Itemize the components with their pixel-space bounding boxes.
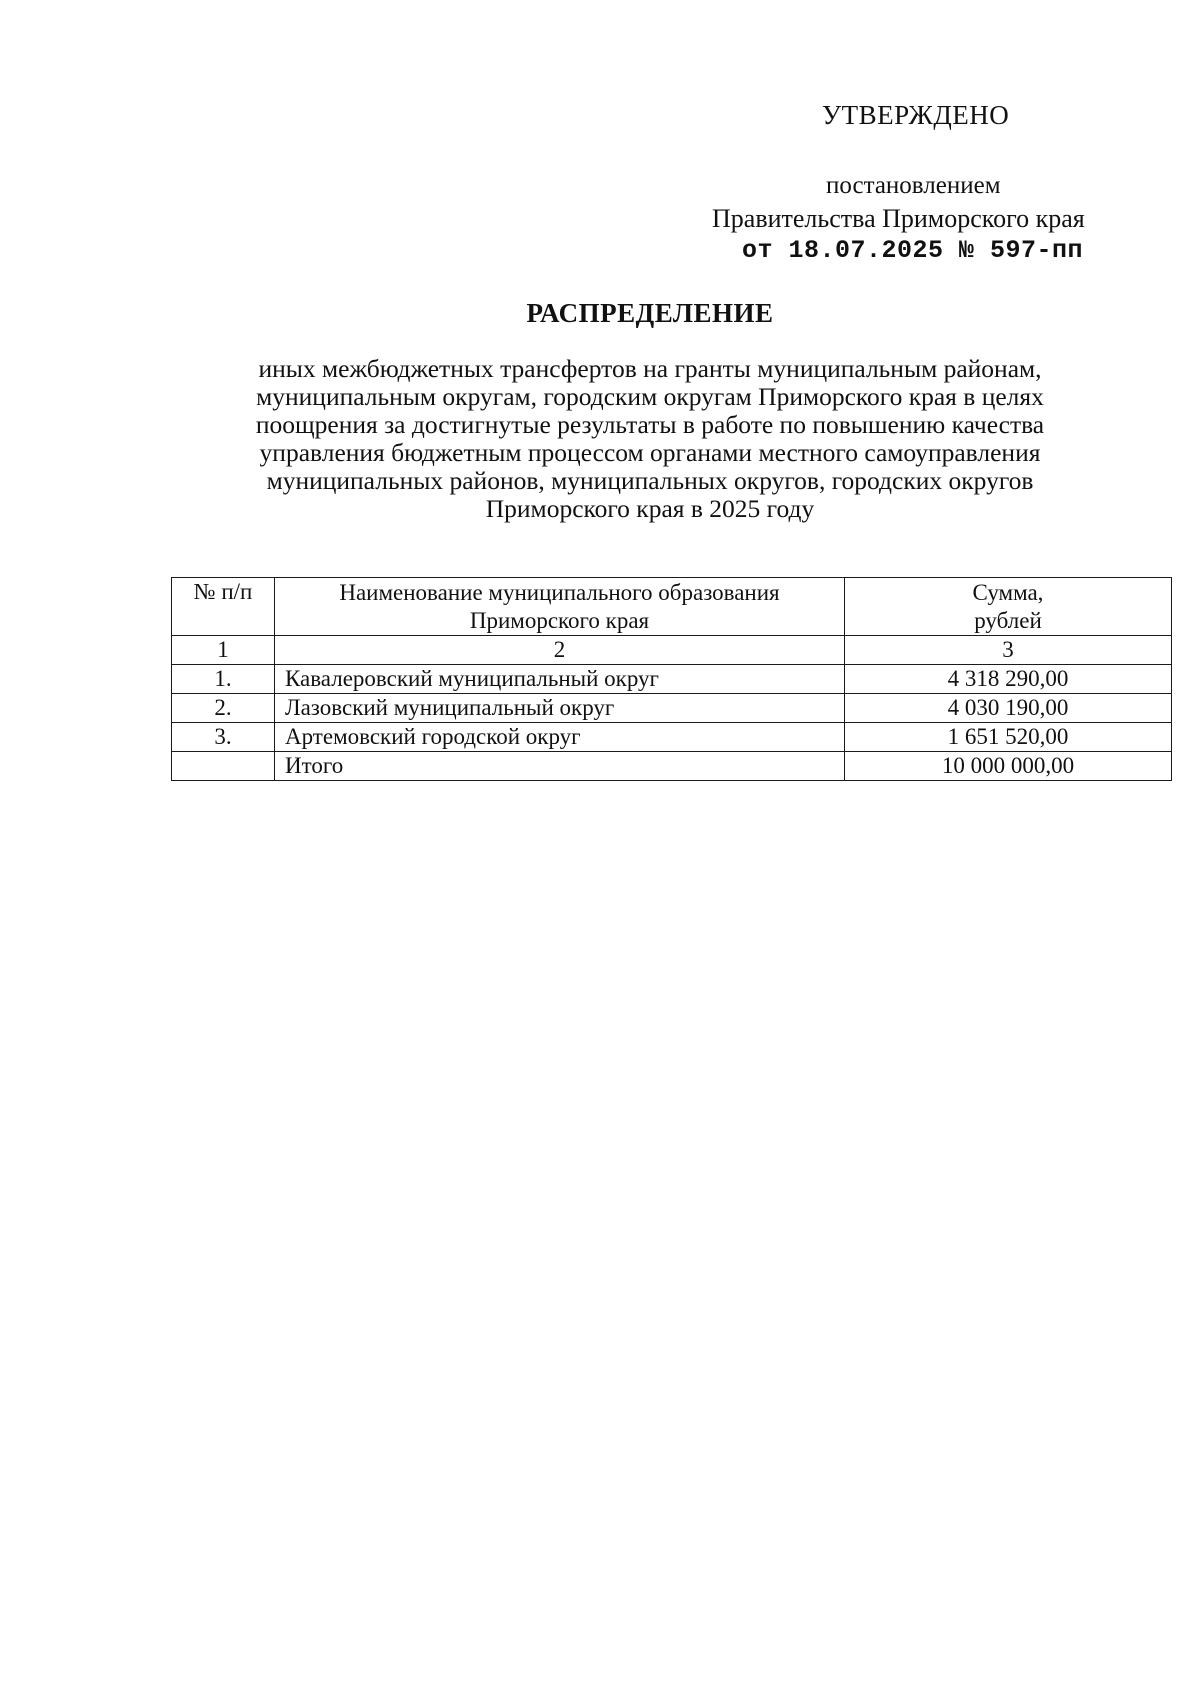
row-sum: 4 318 290,00	[845, 665, 1172, 694]
total-sum: 10 000 000,00	[845, 752, 1172, 781]
table-row	[172, 723, 1172, 752]
resolution-label: постановлением	[826, 172, 1001, 199]
row-municipality: Лазовский муниципальный округ	[275, 694, 845, 723]
header-municipality-line1: Наименование муниципального образования	[339, 579, 780, 605]
subtitle-line: иных межбюджетных трансфертов на гранты муниципальным районам,	[258, 354, 1042, 383]
column-number-row	[172, 636, 1172, 665]
document-title: РАСПРЕДЕЛЕНИЕ	[526, 298, 774, 328]
subtitle-line: управления бюджетным процессом органами местного самоуправления	[259, 438, 1041, 467]
subtitle-line: Приморского края в 2025 году	[485, 494, 815, 523]
distribution-table	[171, 577, 1172, 781]
header-number	[172, 578, 275, 636]
row-municipality: Артемовский городской округ	[275, 723, 845, 752]
header-municipality	[275, 578, 845, 636]
row-sum: 1 651 520,00	[845, 723, 1172, 752]
column-number-cell: 3	[845, 636, 1172, 665]
row-sum: 4 030 190,00	[845, 694, 1172, 723]
resolution-number: от 18.07.2025 № 597-пп	[742, 236, 1084, 265]
table-header-row	[172, 578, 1172, 636]
header-municipality-line2: Приморского края	[469, 607, 650, 633]
total-label: Итого	[275, 752, 845, 781]
header-sum	[845, 578, 1172, 636]
resolution-organization: Правительства Приморского края	[712, 204, 1085, 233]
row-number: 1.	[172, 665, 275, 694]
column-number-cell: 1	[172, 636, 275, 665]
header-sum-line1: Сумма,	[972, 579, 1044, 605]
header-sum-line2: рублей	[974, 607, 1042, 633]
subtitle-line: муниципальных районов, муниципальных округов, городских округов	[266, 466, 1034, 495]
row-number: 3.	[172, 723, 275, 752]
document-subtitle	[160, 355, 1140, 523]
column-number-cell: 2	[275, 636, 845, 665]
total-number	[172, 752, 275, 781]
table-total-row	[172, 752, 1172, 781]
subtitle-line: муниципальным округам, городским округам Приморского края в целях	[256, 382, 1044, 411]
row-number: 2.	[172, 694, 275, 723]
table-row	[172, 665, 1172, 694]
row-municipality: Кавалеровский муниципальный округ	[275, 665, 845, 694]
header-number-label: № п/п	[193, 579, 253, 604]
subtitle-line: поощрения за достигнутые результаты в работе по повышению качества	[255, 410, 1045, 439]
approval-stamp: УТВЕРЖДЕНО	[822, 100, 1010, 130]
table-row	[172, 694, 1172, 723]
